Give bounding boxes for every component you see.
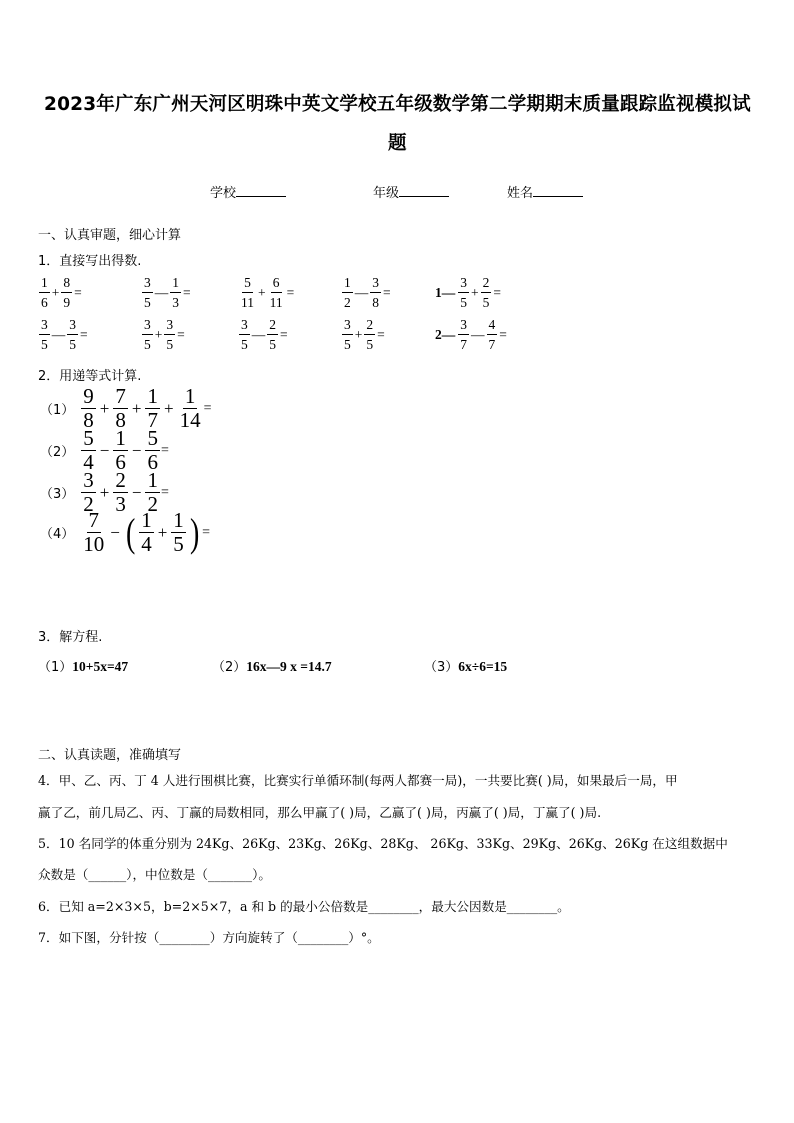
- q2-fraction-2-2-numerator: 1: [115, 426, 126, 450]
- school-field: [210, 182, 286, 201]
- q3-label: 3．解方程.: [38, 630, 103, 645]
- right-paren: ): [189, 509, 200, 555]
- q1-row2-expr-4: [341, 318, 386, 351]
- q1-row2-fraction-2-2-numerator: 3: [164, 318, 175, 335]
- q1-row1-fraction-1-2: [61, 276, 72, 309]
- operator: +: [99, 482, 110, 502]
- q1-row2-fraction-3-2-numerator: 2: [267, 318, 278, 335]
- operator: +: [354, 326, 363, 342]
- q1-row2-fraction-1-1: [39, 318, 50, 351]
- q1-row2-fraction-3-2: [267, 318, 278, 351]
- q1-row2-fraction-4-1: [342, 318, 353, 351]
- q1-row1-fraction-1-2-numerator: 8: [61, 276, 72, 293]
- q2-item-1: [40, 386, 211, 431]
- q1-row1-fraction-5-1: [458, 276, 469, 309]
- q2-fraction-4-1-numerator: 7: [88, 508, 100, 532]
- q2-fraction-3-2-numerator: 2: [115, 468, 126, 492]
- equals-sign: =: [160, 442, 169, 458]
- equals-sign: =: [177, 326, 185, 342]
- q2-fraction-3-3-numerator: 1: [147, 468, 158, 492]
- q1-row2-fraction-5-1: [458, 318, 469, 351]
- q1-row1-fraction-4-1-numerator: 1: [342, 276, 353, 293]
- q1-row2-fraction-4-1-numerator: 3: [342, 318, 353, 335]
- q2-item-4: [40, 510, 210, 555]
- q2-fraction-3-1-denominator: 2: [83, 492, 94, 516]
- q1-row1-fraction-2-1-denominator: 5: [144, 294, 151, 310]
- q1-row2-expr-1: [38, 318, 89, 351]
- q1-row2-expr-5: [435, 318, 508, 351]
- q1-row2-fraction-5-2-numerator: 4: [487, 318, 498, 335]
- q1-row2-fraction-1-1-denominator: 5: [41, 336, 48, 352]
- q1-row2-fraction-5-2: [487, 318, 498, 351]
- q1-row2-fraction-2-2-denominator: 5: [166, 336, 174, 352]
- q2-fraction-2-1-denominator: 4: [83, 450, 94, 474]
- q1-row2-expr-3: [238, 318, 289, 351]
- q3-item-1: （1）10+5x=47: [38, 659, 129, 675]
- q2-fraction-1-2: [113, 386, 128, 431]
- operator: —: [354, 284, 369, 300]
- equals-sign: =: [377, 326, 385, 342]
- equals-sign: =: [160, 484, 169, 500]
- equals-sign: =: [280, 326, 288, 342]
- q2-fraction-1-3-numerator: 1: [147, 384, 158, 408]
- q1-row1-fraction-2-2-numerator: 1: [170, 276, 181, 293]
- section1-heading: 一、认真审题，细心计算: [38, 228, 182, 243]
- q3-item-3: （3）6x÷6=15: [424, 659, 508, 675]
- q2-fraction-1-4-numerator: 1: [184, 384, 196, 408]
- operator: —: [471, 326, 485, 342]
- q2-fraction-4-3-denominator: 5: [173, 532, 184, 556]
- q2-index: （3）: [40, 487, 75, 502]
- operator: +: [163, 398, 174, 418]
- operator: —: [251, 326, 266, 342]
- page-title-line1: 2023年广东广州天河区明珠中英文学校五年级数学第二学期期末质量跟踪监视模拟试: [44, 94, 751, 115]
- operator: +: [157, 522, 168, 542]
- operator: −: [131, 440, 142, 460]
- q2-fraction-4-1-denominator: 10: [83, 532, 105, 556]
- school-label: 学校: [210, 186, 237, 201]
- q6-line: 6．已知 a=2×3×5，b=2×5×7，a 和 b 的最小公倍数是________，最大公因数是________。: [38, 899, 570, 914]
- q2-fraction-3-2-denominator: 3: [115, 492, 126, 516]
- q1-row1-fraction-1-1-denominator: 6: [41, 294, 48, 310]
- operator: +: [471, 284, 479, 300]
- q2-fraction-1-4: [178, 386, 203, 431]
- q1-row2-fraction-3-1: [239, 318, 250, 351]
- q1-row2-fraction-2-1: [142, 318, 153, 351]
- q2-fraction-4-3-numerator: 1: [173, 508, 184, 532]
- q1-row1-fraction-5-1-numerator: 3: [458, 276, 469, 293]
- q2-fraction-4-2: [139, 510, 154, 555]
- q2-fraction-1-4-denominator: 14: [179, 408, 201, 432]
- operator: +: [51, 284, 60, 300]
- q1-row2-fraction-3-2-denominator: 5: [269, 336, 276, 352]
- q2-index: （2）: [40, 445, 75, 460]
- q2-item-2: [40, 428, 169, 473]
- q2-fraction-2-3-denominator: 6: [147, 450, 158, 474]
- q1-row1-fraction-5-2-numerator: 2: [481, 276, 492, 293]
- q1-label: 1．直接写出得数.: [38, 254, 142, 269]
- q1-row2-fraction-2-1-denominator: 5: [144, 336, 151, 352]
- q1-row1-fraction-4-2-denominator: 8: [372, 294, 379, 310]
- operator: +: [99, 398, 110, 418]
- operator: —: [51, 326, 66, 342]
- name-field: [507, 182, 583, 201]
- q2-fraction-1-2-denominator: 8: [115, 408, 126, 432]
- q1-row2-fraction-3-1-denominator: 5: [241, 336, 248, 352]
- q2-fraction-4-3: [171, 510, 186, 555]
- q2-fraction-3-1-numerator: 3: [83, 468, 94, 492]
- name-blank[interactable]: [533, 183, 583, 197]
- q1-row2-fraction-1-2-numerator: 3: [67, 318, 78, 335]
- operator: +: [131, 398, 142, 418]
- operator: −: [99, 440, 110, 460]
- q2-label: 2．用递等式计算.: [38, 369, 142, 384]
- grade-label: 年级: [373, 186, 400, 201]
- equals-sign: =: [383, 284, 391, 300]
- q1-row2-fraction-2-2: [164, 318, 175, 351]
- q1-row1-fraction-3-2: [268, 276, 285, 309]
- grade-field: [373, 182, 449, 201]
- q2-fraction-1-1-numerator: 9: [83, 384, 94, 408]
- q2-fraction-1-3-denominator: 7: [147, 408, 158, 432]
- q1-row1-expr-4: [341, 276, 392, 309]
- q7-line: 7．如下图，分针按（________）方向旋转了（________）°。: [38, 930, 380, 945]
- q2-fraction-3-3-denominator: 2: [147, 492, 158, 516]
- q2-fraction-2-3: [145, 428, 160, 473]
- q1-row1-fraction-5-2: [481, 276, 492, 309]
- equals-sign: =: [203, 400, 212, 416]
- q4-line1: 4．甲、乙、丙、丁 4 人进行围棋比赛，比赛实行单循环制(每两人都赛一局)，一共要比赛( )局，如果最后一局，甲: [38, 773, 678, 788]
- q1-row1-fraction-1-2-denominator: 9: [63, 294, 71, 310]
- school-blank[interactable]: [236, 183, 286, 197]
- q2-index: （4）: [40, 527, 75, 542]
- name-label: 姓名: [507, 186, 534, 201]
- q5-line2: 众数是（______），中位数是（_______）。: [38, 867, 271, 882]
- q1-row1-fraction-3-2-denominator: 11: [269, 294, 283, 310]
- operator: −: [131, 482, 142, 502]
- operator: +: [154, 326, 163, 342]
- q1-row1-fraction-2-1: [142, 276, 153, 309]
- q1-row1-fraction-3-2-numerator: 6: [271, 276, 282, 293]
- q1-row1-expr-5: [435, 276, 502, 309]
- q1-row2-fraction-4-2-numerator: 2: [364, 318, 375, 335]
- equals-sign: =: [499, 326, 507, 342]
- q1-row2-fraction-4-2: [364, 318, 375, 351]
- q2-fraction-1-2-numerator: 7: [115, 384, 126, 408]
- equals-sign: =: [74, 284, 82, 300]
- q1-row1-fraction-2-2-denominator: 3: [172, 294, 179, 310]
- q1-row2-fraction-1-2-denominator: 5: [69, 336, 76, 352]
- q2-fraction-1-3: [145, 386, 160, 431]
- equals-sign: =: [183, 284, 191, 300]
- q1-row1-fraction-5-1-denominator: 5: [460, 294, 467, 310]
- q1-row2-lead-5: 2—: [435, 326, 456, 342]
- q1-row1-lead-5: 1—: [435, 284, 456, 300]
- q1-row2-fraction-5-2-denominator: 7: [488, 336, 496, 352]
- q1-row2-fraction-4-1-denominator: 5: [344, 336, 351, 352]
- q2-fraction-1-1-denominator: 8: [83, 408, 94, 432]
- page-title-line2: 题: [388, 133, 407, 154]
- q1-row1-fraction-5-2-denominator: 5: [482, 294, 490, 310]
- operator: +: [258, 284, 266, 300]
- q1-row1-fraction-1-1: [39, 276, 50, 309]
- q4-line2: 赢了乙，前几局乙、丙、丁赢的局数相同，那么甲赢了( )局，乙赢了( )局，丙赢了( )局，丁赢了( )局.: [38, 805, 602, 820]
- grade-blank[interactable]: [399, 183, 449, 197]
- q2-fraction-4-2-denominator: 4: [141, 532, 152, 556]
- q2-fraction-4-1: [81, 510, 106, 555]
- equals-sign: =: [80, 326, 88, 342]
- q2-fraction-1-1: [81, 386, 96, 431]
- q1-row1-fraction-3-1: [239, 276, 256, 309]
- q1-row2-fraction-1-2: [67, 318, 78, 351]
- q1-row1-fraction-2-1-numerator: 3: [142, 276, 153, 293]
- equals-sign: =: [493, 284, 501, 300]
- q1-row2-fraction-4-2-denominator: 5: [366, 336, 374, 352]
- q1-row2-fraction-1-1-numerator: 3: [39, 318, 50, 335]
- q2-fraction-2-1: [81, 428, 96, 473]
- q2-index: （1）: [40, 403, 75, 418]
- operator: −: [110, 522, 120, 542]
- q2-fraction-2-1-numerator: 5: [83, 426, 94, 450]
- q1-row2-expr-2: [141, 318, 186, 351]
- q1-row1-fraction-1-1-numerator: 1: [39, 276, 50, 293]
- q1-row1-fraction-4-2: [370, 276, 381, 309]
- q2-fraction-3-2: [113, 470, 128, 515]
- section2-heading: 二、认真读题，准确填写: [38, 748, 182, 763]
- q5-line1: 5．10 名同学的体重分别为 24Kg、26Kg、23Kg、26Kg、28Kg、 26Kg、33Kg、29Kg、26Kg、26Kg 在这组数据中: [38, 836, 728, 851]
- q1-row2-fraction-2-1-numerator: 3: [142, 318, 153, 335]
- q1-row1-fraction-4-1: [342, 276, 353, 309]
- q1-row1-fraction-2-2: [170, 276, 181, 309]
- q3-item-2: （2）16x—9 x =14.7: [212, 659, 332, 675]
- q2-fraction-2-2-denominator: 6: [115, 450, 126, 474]
- left-paren: (: [125, 509, 136, 555]
- q2-fraction-2-3-numerator: 5: [147, 426, 158, 450]
- q1-row2-fraction-5-1-denominator: 7: [460, 336, 467, 352]
- q1-row1-expr-2: [141, 276, 192, 309]
- q1-row1-expr-1: [38, 276, 83, 309]
- equals-sign: =: [286, 284, 295, 300]
- q2-fraction-4-2-numerator: 1: [141, 508, 152, 532]
- q1-row1-fraction-3-1-numerator: 5: [242, 276, 253, 293]
- q1-row2-fraction-3-1-numerator: 3: [239, 318, 250, 335]
- q1-row2-fraction-5-1-numerator: 3: [458, 318, 469, 335]
- q2-fraction-2-2: [113, 428, 128, 473]
- q1-row1-expr-3: [238, 276, 295, 309]
- equals-sign: =: [202, 524, 211, 540]
- q1-row1-fraction-4-1-denominator: 2: [344, 294, 351, 310]
- q1-row1-fraction-4-2-numerator: 3: [370, 276, 381, 293]
- operator: —: [154, 284, 169, 300]
- q1-row1-fraction-3-1-denominator: 11: [241, 294, 254, 310]
